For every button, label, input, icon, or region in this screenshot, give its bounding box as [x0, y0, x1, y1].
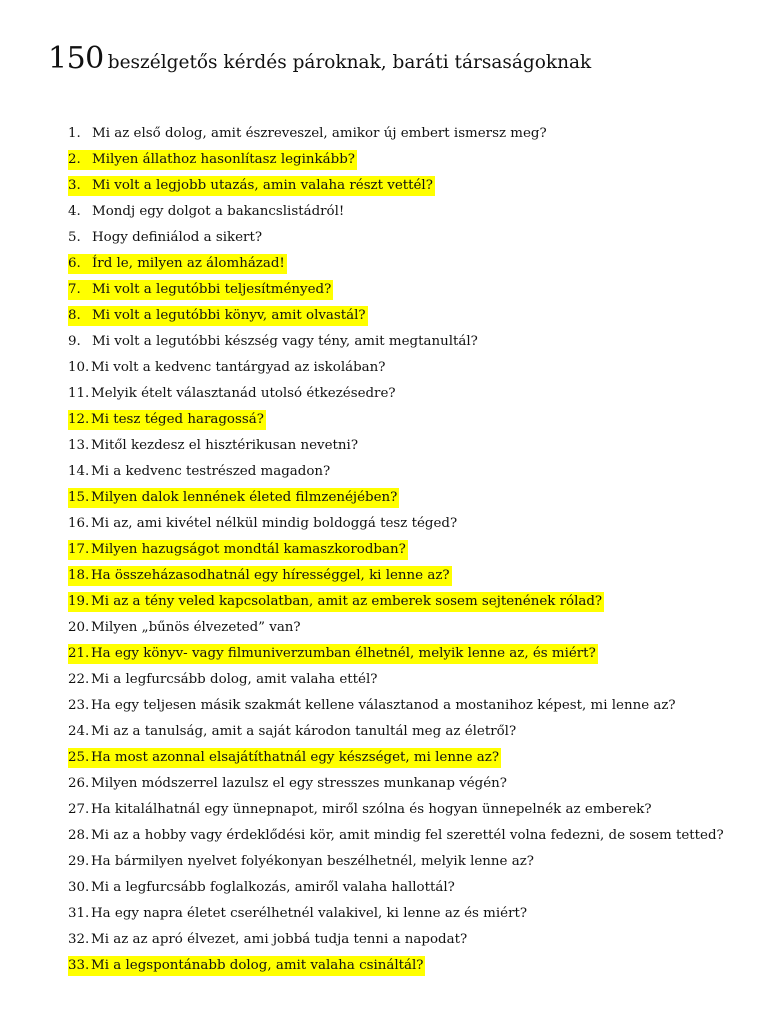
question-text: Mi a legfurcsább dolog, amit valaha ettél? — [91, 672, 378, 687]
question-text: Melyik ételt választanád utolsó étkezésedre? — [91, 386, 396, 401]
question-text: Mi az a hobby vagy érdeklődési kör, amit mindig fel szerettél volna fedezni, de sosem tetted? — [91, 828, 724, 843]
question-text: Ha kitalálhatnál egy ünnepnapot, miről szólna és hogyan ünnepelnék az emberek? — [91, 802, 652, 817]
question-text: Mi az az apró élvezet, ami jobbá tudja tenni a napodat? — [91, 932, 468, 947]
question-number: 1. — [68, 126, 81, 141]
question-item — [0, 459, 768, 485]
question-text: Mi a kedvenc testrészed magadon? — [91, 464, 331, 479]
question-item — [0, 589, 768, 615]
question-line — [68, 696, 678, 716]
question-item — [0, 433, 768, 459]
question-line — [68, 514, 459, 534]
question-number: 31. — [68, 906, 90, 921]
question-text: Mi volt a kedvenc tantárgyad az iskolában? — [91, 360, 386, 375]
question-number: 8. — [68, 308, 81, 323]
question-text: Mi az a tény veled kapcsolatban, amit az emberek sosem sejtenének rólad? — [91, 594, 603, 609]
question-text: Ha most azonnal elsajátíthatnál egy készséget, mi lenne az? — [91, 750, 499, 765]
question-number: 6. — [68, 256, 81, 271]
question-line — [68, 202, 346, 222]
question-line — [68, 358, 387, 378]
question-item — [0, 615, 768, 641]
question-number: 14. — [68, 464, 90, 479]
question-item — [0, 745, 768, 771]
question-item — [0, 927, 768, 953]
question-number: 12. — [68, 412, 90, 427]
highlighted-question — [68, 410, 266, 430]
question-number: 22. — [68, 672, 90, 687]
question-number: 9. — [68, 334, 81, 349]
question-item — [0, 901, 768, 927]
question-text: Mi az a tanulság, amit a saját károdon tanultál meg az életről? — [91, 724, 517, 739]
question-line — [68, 462, 332, 482]
question-line — [68, 332, 480, 352]
question-item — [0, 355, 768, 381]
question-item — [0, 147, 768, 173]
question-text: Milyen „bűnös élvezeted” van? — [91, 620, 301, 635]
question-number: 21. — [68, 646, 90, 661]
question-line — [68, 904, 529, 924]
question-line — [68, 618, 303, 638]
question-item — [0, 407, 768, 433]
question-number: 11. — [68, 386, 90, 401]
question-text: Ha összeházasodhatnál egy hírességgel, ki lenne az? — [91, 568, 450, 583]
question-item — [0, 875, 768, 901]
question-text: Milyen hazugságot mondtál kamaszkorodban? — [91, 542, 406, 557]
question-line — [68, 384, 398, 404]
highlighted-question — [68, 280, 333, 300]
question-number: 29. — [68, 854, 90, 869]
question-item — [0, 797, 768, 823]
question-text: Milyen dalok lennének életed filmzenéjében? — [91, 490, 398, 505]
highlighted-question — [68, 254, 287, 274]
highlighted-question — [68, 592, 604, 612]
question-item — [0, 693, 768, 719]
highlighted-question — [68, 540, 408, 560]
question-number: 5. — [68, 230, 81, 245]
question-item — [0, 771, 768, 797]
question-line — [68, 826, 726, 846]
question-number: 23. — [68, 698, 90, 713]
question-list — [0, 121, 768, 979]
question-item — [0, 303, 768, 329]
highlighted-question — [68, 488, 399, 508]
question-text: Mi a legspontánabb dolog, amit valaha csináltál? — [91, 958, 424, 973]
question-text: Mondj egy dolgot a bakancslistádról! — [92, 204, 345, 219]
question-number: 32. — [68, 932, 90, 947]
question-item — [0, 953, 768, 979]
question-line — [68, 228, 264, 248]
title-text: beszélgetős kérdés pároknak, baráti társaságoknak — [107, 52, 592, 73]
question-text: Milyen módszerrel lazulsz el egy stresszes munkanap végén? — [91, 776, 507, 791]
question-number: 19. — [68, 594, 90, 609]
question-item — [0, 277, 768, 303]
question-number: 30. — [68, 880, 90, 895]
question-line — [68, 722, 518, 742]
question-text: Mi volt a legutóbbi készség vagy tény, amit megtanultál? — [92, 334, 478, 349]
question-line — [68, 800, 654, 820]
highlighted-question — [68, 644, 598, 664]
question-number: 18. — [68, 568, 90, 583]
question-text: Milyen állathoz hasonlítasz leginkább? — [92, 152, 355, 167]
page-title — [48, 41, 592, 76]
question-number: 25. — [68, 750, 90, 765]
question-text: Ha bármilyen nyelvet folyékonyan beszélhetnél, melyik lenne az? — [91, 854, 534, 869]
highlighted-question — [68, 306, 368, 326]
question-item — [0, 121, 768, 147]
question-number: 7. — [68, 282, 81, 297]
question-text: Mi volt a legjobb utazás, amin valaha részt vettél? — [92, 178, 433, 193]
question-item — [0, 823, 768, 849]
title-number: 150 — [48, 41, 104, 76]
question-item — [0, 329, 768, 355]
question-item — [0, 719, 768, 745]
highlighted-question — [68, 566, 452, 586]
question-number: 20. — [68, 620, 90, 635]
question-number: 28. — [68, 828, 90, 843]
highlighted-question — [68, 150, 357, 170]
question-number: 24. — [68, 724, 90, 739]
question-line — [68, 878, 457, 898]
question-item — [0, 381, 768, 407]
question-item — [0, 667, 768, 693]
question-item — [0, 563, 768, 589]
question-number: 4. — [68, 204, 81, 219]
question-number: 27. — [68, 802, 90, 817]
question-item — [0, 251, 768, 277]
question-text: Mi volt a legutóbbi könyv, amit olvastál? — [92, 308, 366, 323]
question-number: 2. — [68, 152, 81, 167]
question-line — [68, 930, 469, 950]
question-text: Mi az első dolog, amit észreveszel, amikor új embert ismersz meg? — [92, 126, 547, 141]
question-item — [0, 199, 768, 225]
question-text: Írd le, milyen az álomházad! — [92, 256, 285, 271]
question-line — [68, 436, 360, 456]
question-text: Mi a legfurcsább foglalkozás, amiről valaha hallottál? — [91, 880, 455, 895]
question-line — [68, 670, 379, 690]
question-number: 26. — [68, 776, 90, 791]
question-text: Hogy definiálod a sikert? — [92, 230, 263, 245]
question-text: Mi az, ami kivétel nélkül mindig boldoggá tesz téged? — [91, 516, 458, 531]
question-text: Ha egy napra életet cserélhetnél valakivel, ki lenne az és miért? — [91, 906, 528, 921]
question-text: Mi volt a legutóbbi teljesítményed? — [92, 282, 332, 297]
question-line — [68, 124, 549, 144]
question-text: Ha egy teljesen másik szakmát kellene választanod a mostanihoz képest, mi lenne az? — [91, 698, 676, 713]
question-line — [68, 774, 509, 794]
question-text: Mi tesz téged haragossá? — [91, 412, 264, 427]
question-text: Ha egy könyv- vagy filmuniverzumban élhetnél, melyik lenne az, és miért? — [91, 646, 596, 661]
question-number: 13. — [68, 438, 90, 453]
question-item — [0, 641, 768, 667]
question-number: 15. — [68, 490, 90, 505]
question-item — [0, 849, 768, 875]
highlighted-question — [68, 956, 425, 976]
question-item — [0, 173, 768, 199]
question-number: 16. — [68, 516, 90, 531]
question-item — [0, 485, 768, 511]
highlighted-question — [68, 748, 501, 768]
question-number: 33. — [68, 958, 90, 973]
question-item — [0, 511, 768, 537]
question-item — [0, 537, 768, 563]
question-number: 3. — [68, 178, 81, 193]
question-number: 10. — [68, 360, 90, 375]
highlighted-question — [68, 176, 435, 196]
question-number: 17. — [68, 542, 90, 557]
question-line — [68, 852, 536, 872]
question-item — [0, 225, 768, 251]
question-text: Mitől kezdesz el hisztérikusan nevetni? — [91, 438, 359, 453]
